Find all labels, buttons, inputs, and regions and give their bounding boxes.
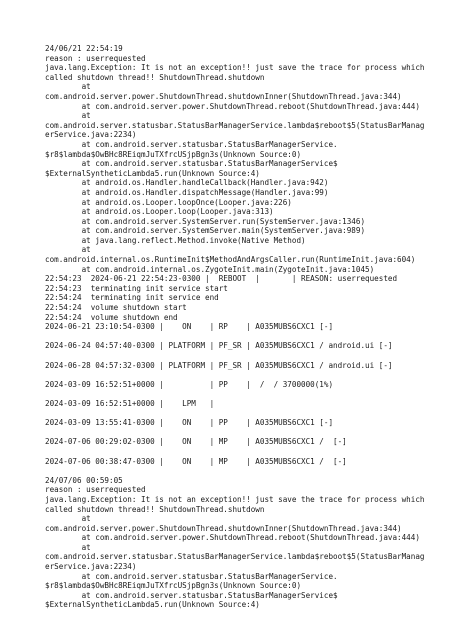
log-line: at com.android.server.power.ShutdownThread.reboot(ShutdownThread.java:444) [45, 533, 420, 543]
event-line: 2024-06-28 04:57:32-0300 | PLATFORM | PF_SR | A035MUBS6CXC1 / android.ui [-] [45, 360, 393, 370]
log-line: at [45, 245, 91, 255]
log-line: $r8$lambda$OwBHc8REiqmJuTXfrcUSjpBgn3s(Unknown Source:0) [45, 149, 302, 159]
power-event-list [45, 322, 470, 476]
event-line: 2024-07-06 00:29:02-0300 | ON | MP | A035MUBS6CXC1 / [-] [45, 437, 347, 447]
line-gap [45, 332, 470, 342]
line-gap [45, 351, 470, 361]
line-gap [45, 389, 470, 399]
log-line: at com.android.server.SystemServer.main(SystemServer.java:989) [45, 226, 366, 236]
log-line: java.lang.Exception: It is not an exception!! just save the trace for process which [45, 63, 425, 73]
log-line: 22:54:24 volume shutdown start [45, 303, 187, 313]
log-line: reason : userrequested [45, 53, 146, 63]
log-line: at [45, 111, 91, 121]
line-gap [45, 428, 470, 438]
log-line: 24/06/21 22:54:19 [45, 44, 123, 53]
log-line: at java.lang.reflect.Method.invoke(Native Method) [45, 235, 306, 245]
log-line: java.lang.Exception: It is not an exception!! just save the trace for process which [45, 494, 425, 504]
event-line: 2024-06-24 04:57:40-0300 | PLATFORM | PF_SR | A035MUBS6CXC1 / android.ui [-] [45, 341, 393, 351]
log-line: at com.android.server.statusbar.StatusBarManagerService. [45, 571, 338, 581]
log-line: $r8$lambda$OwBHc8REiqmJuTXfrcUSjpBgn3s(Unknown Source:0) [45, 581, 302, 591]
log-line: com.android.server.statusbar.StatusBarManagerService.lambda$reboot$5(StatusBarManag [45, 552, 425, 562]
line-gap [45, 466, 470, 476]
event-line: 2024-07-06 00:38:47-0300 | ON | MP | A035MUBS6CXC1 / [-] [45, 456, 347, 466]
event-line: 2024-03-09 13:55:41-0300 | ON | PP | A035MUBS6CXC1 [-] [45, 418, 334, 428]
log-line: 22:54:24 terminating init service end [45, 293, 219, 303]
event-line: 2024-06-21 23:10:54-0300 | ON | RP | A035MUBS6CXC1 [-] [45, 322, 334, 332]
log-line: at com.android.server.SystemServer.run(SystemServer.java:1346) [45, 216, 366, 226]
log-line: com.android.server.power.ShutdownThread.shutdownInner(ShutdownThread.java:344) [45, 523, 402, 533]
log-line: reason : userrequested [45, 485, 146, 495]
line-gap [45, 370, 470, 380]
log-document [45, 44, 470, 610]
log-line: at com.android.internal.os.ZygoteInit.main(ZygoteInit.java:1045) [45, 264, 375, 274]
log-line: at com.android.server.power.ShutdownThread.reboot(ShutdownThread.java:444) [45, 101, 420, 111]
log-line: at android.os.Handler.handleCallback(Handler.java:942) [45, 178, 329, 188]
line-gap [45, 447, 470, 457]
log-line: called shutdown thread!! ShutdownThread.shutdown [45, 72, 265, 82]
log-line: erService.java:2234) [45, 562, 137, 572]
log-line: at com.android.server.statusbar.StatusBarManagerService. [45, 139, 338, 149]
log-line: at com.android.server.statusbar.StatusBarManagerService$ [45, 159, 338, 169]
log-line: called shutdown thread!! ShutdownThread.shutdown [45, 504, 265, 514]
event-line: 2024-03-09 16:52:51+0000 | | PP | / / 3700000(1%) [45, 379, 334, 389]
log-line: at android.os.Handler.dispatchMessage(Handler.java:99) [45, 187, 329, 197]
log-line: 22:54:23 terminating init service start [45, 283, 228, 293]
log-line: 22:54:24 volume shutdown end [45, 312, 178, 322]
log-line: com.android.internal.os.RuntimeInit$MethodAndArgsCaller.run(RuntimeInit.java:604) [45, 255, 416, 265]
log-line: at android.os.Looper.loop(Looper.java:313) [45, 207, 274, 217]
shutdown-trace-block-1 [45, 44, 470, 322]
shutdown-trace-block-2 [45, 476, 470, 610]
line-gap [45, 409, 470, 419]
log-line: at com.android.server.statusbar.StatusBarManagerService$ [45, 590, 338, 600]
log-line: com.android.server.statusbar.StatusBarManagerService.lambda$reboot$5(StatusBarManag [45, 120, 425, 130]
log-line: at android.os.Looper.loopOnce(Looper.java:226) [45, 197, 292, 207]
log-line: $ExternalSyntheticLambda5.run(Unknown Source:4) [45, 600, 260, 610]
log-line: $ExternalSyntheticLambda5.run(Unknown Source:4) [45, 168, 260, 178]
event-line: 2024-03-09 16:52:51+0000 | LPM | [45, 398, 215, 408]
log-line: erService.java:2234) [45, 130, 137, 140]
log-line: 22:54:23 2024-06-21 22:54:23-0300 | REBOOT | | REASON: userrequested [45, 274, 398, 284]
log-line: 24/07/06 00:59:05 [45, 475, 123, 485]
log-line: at [45, 82, 91, 92]
log-line: at [45, 542, 91, 552]
log-line: at [45, 514, 91, 524]
log-line: com.android.server.power.ShutdownThread.shutdownInner(ShutdownThread.java:344) [45, 91, 402, 101]
